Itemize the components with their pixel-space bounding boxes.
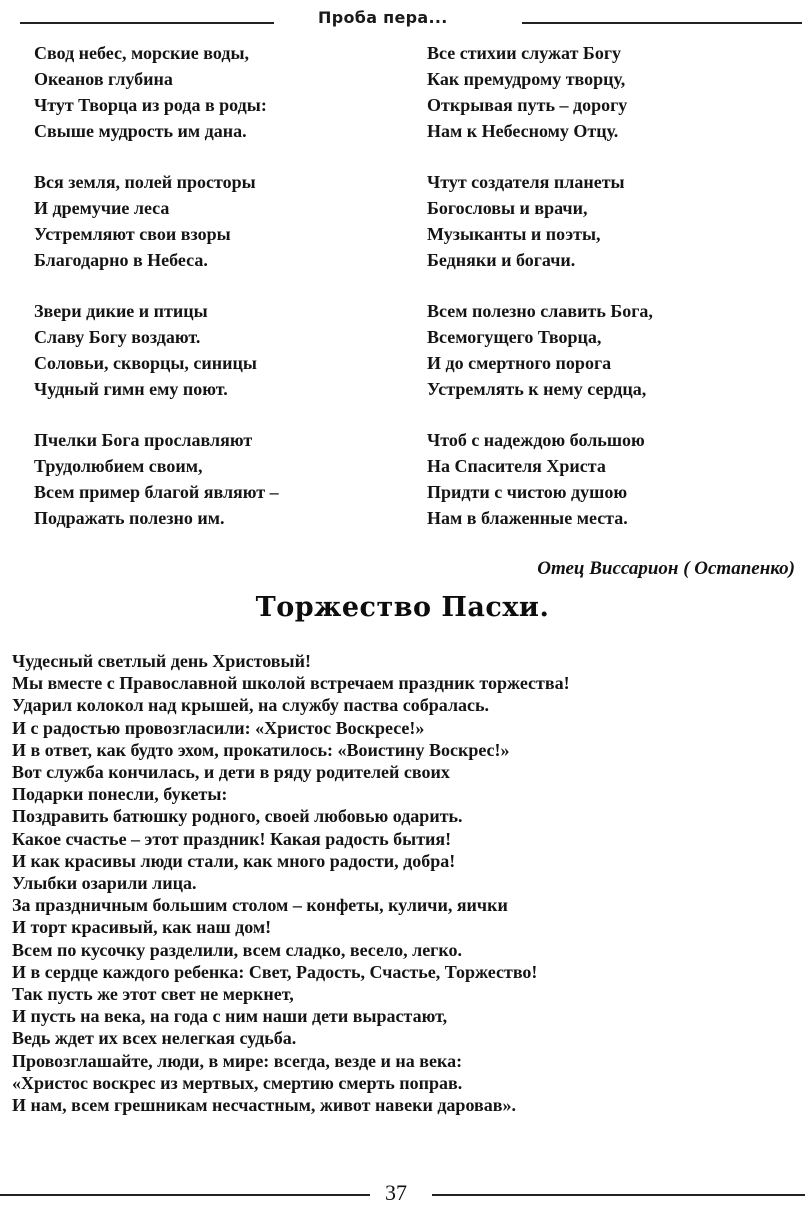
poem-line: Чтут создателя планеты (427, 172, 625, 192)
poem-line: Звери дикие и птицы (34, 301, 208, 321)
page-header (0, 6, 805, 36)
header-rule-left (20, 22, 274, 24)
poem-line: На Спасителя Христа (427, 456, 606, 476)
header-rule-right (522, 22, 802, 24)
poem-line: Славу Богу воздают. (34, 327, 201, 347)
article-line: Поздравить батюшку родного, своей любовью одарить. (12, 806, 463, 827)
article-line: И как красивы люди стали, как много радости, добра! (12, 850, 456, 871)
article-line: Чудесный светлый день Христовый! (12, 651, 311, 671)
stanza (427, 298, 797, 402)
poem-line: Пчелки Бога прославляют (34, 430, 253, 450)
article-line: Вот служба кончилась, и дети в ряду родителей своих (12, 762, 450, 783)
poem-line: И дремучие леса (34, 198, 170, 218)
poem-line: Благодарно в Небеса. (34, 250, 208, 270)
article-line: Провозглашайте, люди, в мире: всегда, везде и на века: (12, 1050, 463, 1071)
poem-line: Музыканты и поэты, (427, 224, 601, 244)
poem-line: Всем полезно славить Бога, (427, 301, 653, 321)
poem-line: Всем пример благой являют – (34, 482, 279, 502)
article-line: Улыбки озарили лица. (12, 873, 197, 894)
stanza (34, 298, 394, 402)
stanza (427, 40, 797, 144)
poem-line: Соловьи, скворцы, синицы (34, 353, 257, 373)
page-footer (0, 1178, 805, 1214)
poem-line: Открывая путь – дорогу (427, 95, 628, 115)
poem-column-left (34, 40, 394, 556)
poem-line: Нам в блаженные места. (427, 508, 628, 528)
article-body (12, 650, 802, 1116)
poem-line: Устремляют свои взоры (34, 224, 231, 244)
poem-line: Как премудрому творцу, (427, 69, 626, 89)
poem-line: Свыше мудрость им дана. (34, 121, 247, 141)
stanza (427, 169, 797, 273)
poem-line: Чтут Творца из рода в роды: (34, 95, 267, 115)
article-line: И с радостью провозгласили: «Христос Воскресе!» (12, 717, 425, 738)
article-line: И торт красивый, как наш дом! (12, 917, 272, 938)
article-line: Мы вместе с Православной школой встречаем праздник торжества! (12, 673, 570, 694)
article-line: И пусть на века, на года с ним наши дети вырастают, (12, 1006, 448, 1027)
article-line: И нам, всем грешникам несчастным, живот навеки даровав». (12, 1095, 516, 1116)
article-line: Ведь ждет их всех нелегкая судьба. (12, 1028, 297, 1049)
page-number: 37 (385, 1180, 407, 1205)
poem-author: Отец Виссарион ( Остапенко) (537, 558, 795, 579)
poem-line: И до смертного порога (427, 353, 612, 373)
footer-rule-right (432, 1194, 805, 1196)
article-line: Ударил колокол над крышей, на службу паства собралась. (12, 695, 490, 716)
poem-line: Трудолюбием своим, (34, 456, 203, 476)
stanza (34, 40, 394, 144)
poem-line: Вся земля, полей просторы (34, 172, 256, 192)
footer-rule-left (0, 1194, 370, 1196)
article-line: Всем по кусочку разделили, всем сладко, весело, легко. (12, 939, 462, 960)
article-line: И в сердце каждого ребенка: Свет, Радость, Счастье, Торжество! (12, 961, 538, 982)
poem-line: Свод небес, морские воды, (34, 43, 249, 63)
poem-line: Всемогущего Творца, (427, 327, 602, 347)
article-line: Так пусть же этот свет не меркнет, (12, 984, 294, 1005)
poem-line: Богословы и врачи, (427, 198, 588, 218)
article-line: За праздничным большим столом – конфеты, куличи, яички (12, 895, 508, 916)
poem-line: Бедняки и богачи. (427, 250, 576, 270)
stanza (427, 427, 797, 531)
poem-line: Чудный гимн ему поют. (34, 379, 228, 399)
poem-line: Устремлять к нему сердца, (427, 379, 647, 399)
poem-line: Нам к Небесному Отцу. (427, 121, 619, 141)
article-line: И в ответ, как будто эхом, прокатилось: «Воистину Воскрес!» (12, 739, 510, 760)
poem-line: Подражать полезно им. (34, 508, 225, 528)
article-line: «Христос воскрес из мертвых, смертию смерть поправ. (12, 1072, 463, 1093)
poem-line: Чтоб с надеждою большою (427, 430, 645, 450)
poem-line: Океанов глубина (34, 69, 173, 89)
poem-column-right (427, 40, 797, 556)
poem-line: Придти с чистою душою (427, 482, 628, 502)
article-line: Какое счастье – этот праздник! Какая радость бытия! (12, 828, 452, 849)
stanza (34, 169, 394, 273)
section-title: Проба пера... (318, 8, 448, 27)
stanza (34, 427, 394, 531)
article-title: Торжество Пасхи. (255, 592, 550, 623)
poem-line: Все стихии служат Богу (427, 43, 622, 63)
article-line: Подарки понесли, букеты: (12, 784, 228, 805)
